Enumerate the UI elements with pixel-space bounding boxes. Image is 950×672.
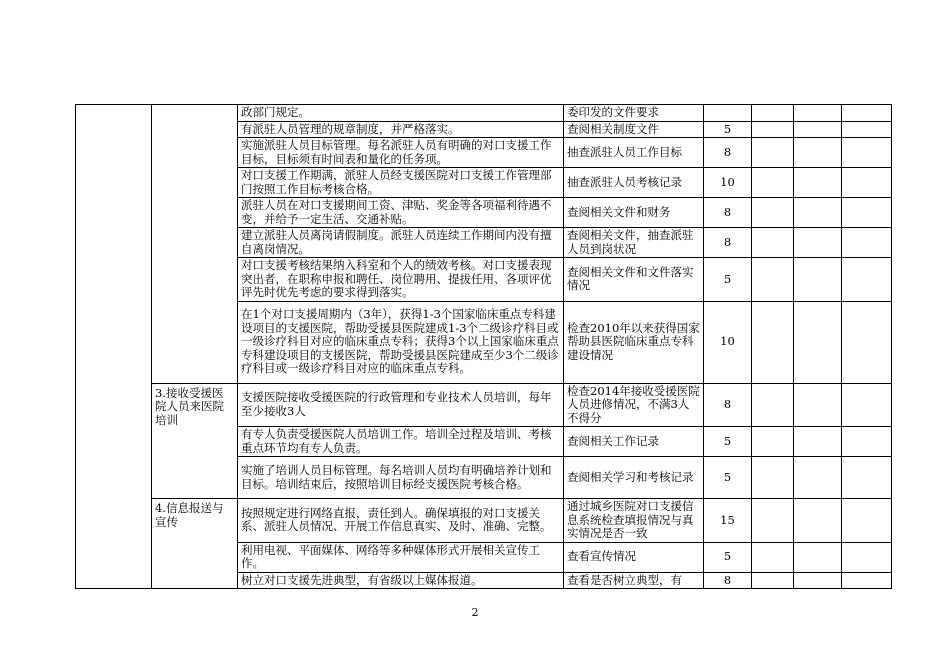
table-row bbox=[76, 499, 892, 543]
score-cell: 10 bbox=[704, 168, 752, 198]
empty-cell bbox=[752, 383, 794, 427]
empty-cell bbox=[794, 198, 842, 228]
empty-cell bbox=[842, 301, 892, 383]
method-cell: 检查2014年接收受援医院人员进修情况，不满3人不得分 bbox=[564, 383, 704, 427]
content-cell: 支援医院接收受援医院的行政管理和专业技术人员培训，每年至少接收3人 bbox=[238, 383, 564, 427]
empty-cell bbox=[842, 168, 892, 198]
empty-cell bbox=[794, 258, 842, 302]
method-cell: 委印发的文件要求 bbox=[564, 105, 704, 122]
score-cell: 5 bbox=[704, 457, 752, 499]
method-cell: 查看宣传情况 bbox=[564, 542, 704, 572]
content-cell: 对口支援工作期满，派驻人员经支援医院对口支援工作管理部门按照工作目标考核合格。 bbox=[238, 168, 564, 198]
score-cell: 8 bbox=[704, 383, 752, 427]
empty-cell bbox=[794, 121, 842, 138]
content-cell: 在1个对口支援周期内（3年），获得1-3个国家临床重点专科建设项目的支援医院，帮助受援县医院建成1-3个二级诊疗科目或一级诊疗科目对应的临床重点专科；获得3个以上国家临床重点专科建设项目的支援医院，帮助受援县医院建成至少3个二级诊疗科目或一级诊疗科目对应的临床重点专科。 bbox=[238, 301, 564, 383]
score-cell: 8 bbox=[704, 138, 752, 168]
content-cell: 利用电视、平面媒体、网络等多种媒体形式开展相关宣传工作。 bbox=[238, 542, 564, 572]
content-cell: 有专人负责受援医院人员培训工作。培训全过程及培训、考核重点环节均有专人负责。 bbox=[238, 427, 564, 457]
score-cell: 5 bbox=[704, 258, 752, 302]
method-cell: 查阅相关工作记录 bbox=[564, 427, 704, 457]
empty-cell bbox=[752, 427, 794, 457]
empty-cell bbox=[842, 499, 892, 543]
empty-cell bbox=[842, 258, 892, 302]
empty-cell bbox=[794, 301, 842, 383]
evaluation-table bbox=[75, 104, 892, 589]
empty-cell bbox=[794, 572, 842, 589]
score-cell bbox=[704, 105, 752, 122]
empty-cell bbox=[752, 105, 794, 122]
content-cell: 实施派驻人员目标管理。每名派驻人员有明确的对口支援工作目标，目标须有时间表和量化的任务项。 bbox=[238, 138, 564, 168]
empty-cell bbox=[752, 121, 794, 138]
empty-cell bbox=[794, 457, 842, 499]
method-cell: 查阅相关文件和财务 bbox=[564, 198, 704, 228]
empty-cell bbox=[794, 228, 842, 258]
method-cell: 查看是否树立典型，有 bbox=[564, 572, 704, 589]
method-cell: 抽查派驻人员工作目标 bbox=[564, 138, 704, 168]
score-cell: 5 bbox=[704, 427, 752, 457]
content-cell: 建立派驻人员离岗请假制度。派驻人员连续工作期间内没有擅自离岗情况。 bbox=[238, 228, 564, 258]
empty-cell bbox=[752, 499, 794, 543]
category-publicity: 4.信息报送与宣传 bbox=[152, 499, 238, 589]
empty-cell bbox=[794, 427, 842, 457]
content-cell: 按照规定进行网络直报，责任到人。确保填报的对口支援关系、派驻人员情况、开展工作信息真实、及时、准确、完整。 bbox=[238, 499, 564, 543]
category-training: 3.接收受援医院人员来医院培训 bbox=[152, 383, 238, 499]
empty-cell bbox=[842, 572, 892, 589]
empty-cell bbox=[842, 105, 892, 122]
content-cell: 有派驻人员管理的规章制度，并严格落实。 bbox=[238, 121, 564, 138]
content-cell: 实施了培训人员目标管理。每名培训人员均有明确培养计划和目标。培训结束后，按照培训目标经支援医院考核合格。 bbox=[238, 457, 564, 499]
empty-cell bbox=[842, 457, 892, 499]
score-cell: 8 bbox=[704, 572, 752, 589]
table-row bbox=[76, 105, 892, 122]
empty-cell bbox=[794, 105, 842, 122]
category-cell bbox=[152, 105, 238, 384]
empty-cell bbox=[842, 121, 892, 138]
section-cell bbox=[76, 105, 152, 589]
empty-cell bbox=[842, 138, 892, 168]
empty-cell bbox=[752, 301, 794, 383]
table-row bbox=[76, 383, 892, 427]
empty-cell bbox=[752, 572, 794, 589]
method-cell: 查阅相关学习和考核记录 bbox=[564, 457, 704, 499]
score-cell: 8 bbox=[704, 198, 752, 228]
empty-cell bbox=[842, 383, 892, 427]
page-number: 2 bbox=[471, 606, 479, 619]
empty-cell bbox=[842, 228, 892, 258]
empty-cell bbox=[842, 198, 892, 228]
method-cell: 抽查派驻人员考核记录 bbox=[564, 168, 704, 198]
score-cell: 10 bbox=[704, 301, 752, 383]
empty-cell bbox=[752, 542, 794, 572]
content-cell: 政部门规定。 bbox=[238, 105, 564, 122]
empty-cell bbox=[752, 228, 794, 258]
empty-cell bbox=[752, 457, 794, 499]
empty-cell bbox=[794, 542, 842, 572]
empty-cell bbox=[752, 198, 794, 228]
content-cell: 对口支援考核结果纳入科室和个人的绩效考核。对口支援表现突出者，在职称申报和聘任、岗位聘用、提拔任用、各项评优评先时优先考虑的要求得到落实。 bbox=[238, 258, 564, 302]
empty-cell bbox=[794, 499, 842, 543]
content-cell: 树立对口支援先进典型，有省级以上媒体报道。 bbox=[238, 572, 564, 589]
method-cell: 查阅相关文件和文件落实情况 bbox=[564, 258, 704, 302]
empty-cell bbox=[752, 168, 794, 198]
empty-cell bbox=[842, 542, 892, 572]
empty-cell bbox=[752, 258, 794, 302]
empty-cell bbox=[794, 168, 842, 198]
method-cell: 通过城乡医院对口支援信息系统检查填报情况与真实情况是否一致 bbox=[564, 499, 704, 543]
score-cell: 15 bbox=[704, 499, 752, 543]
score-cell: 8 bbox=[704, 228, 752, 258]
empty-cell bbox=[842, 427, 892, 457]
empty-cell bbox=[794, 138, 842, 168]
method-cell: 查阅相关文件，抽查派驻人员到岗状况 bbox=[564, 228, 704, 258]
empty-cell bbox=[752, 138, 794, 168]
content-cell: 派驻人员在对口支援期间工资、津贴、奖金等各项福利待遇不变，并给予一定生活、交通补贴。 bbox=[238, 198, 564, 228]
method-cell: 查阅相关制度文件 bbox=[564, 121, 704, 138]
score-cell: 5 bbox=[704, 121, 752, 138]
method-cell: 检查2010年以来获得国家帮助县医院临床重点专科建设情况 bbox=[564, 301, 704, 383]
empty-cell bbox=[794, 383, 842, 427]
score-cell: 5 bbox=[704, 542, 752, 572]
